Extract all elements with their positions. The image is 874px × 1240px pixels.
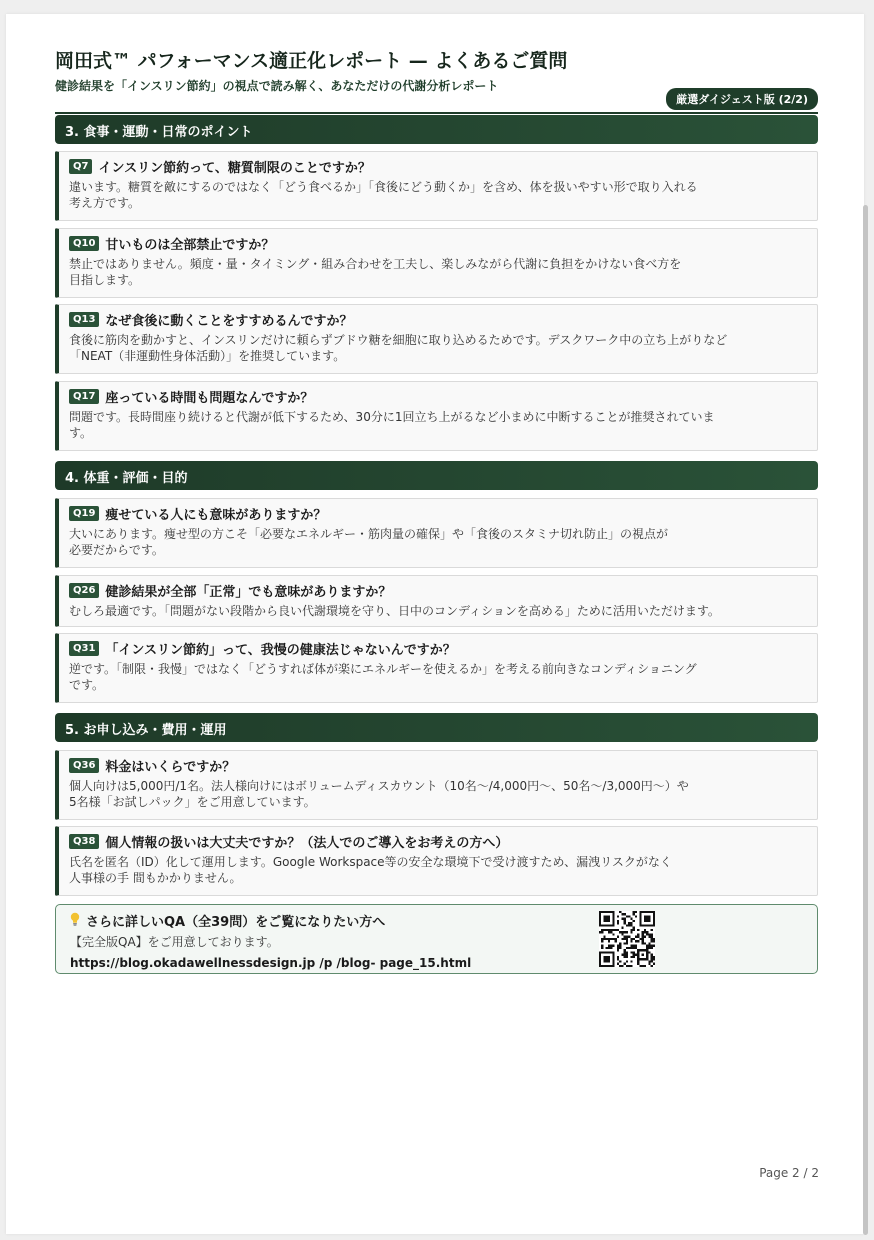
question-text: 甘いものは全部禁止ですか？ <box>105 238 275 253</box>
lightbulb-icon <box>70 912 80 930</box>
answer-text: 食後に筋肉を動かすと、インスリンだけに頼らずブドウ糖を細胞に取り込めるためです。デスクワーク中の立ち上がりなど 「NEAT（非運動性身体活動）」を推奨しています。 <box>69 333 728 363</box>
section-header-5: 5. お申し込み・費用・運用 <box>55 713 818 742</box>
answer-text: むしろ最適です。「問題がない段階から良い代謝環境を守り、日中のコンディションを高める」ために活用いただけます。 <box>69 604 720 618</box>
question-number-badge: Q19 <box>69 506 99 521</box>
page-subtitle: 健診結果を「インスリン節約」の視点で読み解く、あなただけの代謝分析レポート <box>55 79 499 93</box>
question-number-badge: Q26 <box>69 583 99 598</box>
report-header <box>55 46 818 106</box>
section-header-4: 4. 体重・評価・目的 <box>55 461 818 490</box>
question-text: 痩せている人にも意味がありますか？ <box>105 508 327 523</box>
answer-text: 大いにあります。痩せ型の方こそ「必要なエネルギー・筋肉量の確保」や「食後のスタミナ切れ防止」の視点が 必要だからです。 <box>69 527 669 557</box>
answer-text: 違います。糖質を敵にするのではなく「どう食べるか」「食後にどう動くか」を含め、体を扱いやすい形で取り入れる 考え方です。 <box>69 180 698 210</box>
question-number-badge: Q31 <box>69 641 99 656</box>
blog-url-link[interactable]: https://blog.okadawellnessdesign.jp /p /blog- page_15.html <box>70 956 472 970</box>
qa-item-q19 <box>55 498 818 568</box>
qa-item-q7 <box>55 151 818 221</box>
answer-text: 氏名を匿名（ID）化して運用します。Google Workspace等の安全な環境下で受け渡すため、漏洩リスクがなく 人事様の手 間もかかりません。 <box>69 855 672 885</box>
page-title: 岡田式™ パフォーマンス適正化レポート — よくあるご質問 <box>55 50 568 72</box>
qa-item-q17 <box>55 381 818 451</box>
question-text: 「インスリン節約」って、我慢の健康法じゃないんですか？ <box>105 643 456 658</box>
qa-item-q13 <box>55 304 818 374</box>
question-text: 健診結果が全部「正常」でも意味がありますか？ <box>105 585 392 600</box>
section-header-3: 3. 食事・運動・日常のポイント <box>55 115 818 144</box>
question-number-badge: Q38 <box>69 834 99 849</box>
answer-text: 逆です。「制限・我慢」ではなく「どうすれば体が楽にエネルギーを使えるか」を考える前向きなコンディショニング です。 <box>69 662 697 692</box>
qa-item-q10 <box>55 228 818 298</box>
question-number-badge: Q13 <box>69 312 99 327</box>
callout-text: 【完全版QA】をご用意しております。 <box>70 935 279 949</box>
question-number-badge: Q17 <box>69 389 99 404</box>
scrollbar[interactable] <box>863 205 868 1235</box>
full-qa-callout <box>55 904 818 974</box>
question-text: 個人情報の扱いは大丈夫ですか？（法人でのご導入をお考えの方へ） <box>105 836 509 851</box>
answer-text: 個人向けは5,000円/1名。法人様向けにはボリュームディスカウント（10名～/4,000円～、50名～/3,000円～）や 5名様「お試しパック」をご用意しています。 <box>69 779 689 809</box>
header-divider <box>55 112 818 114</box>
qa-item-q26 <box>55 575 818 627</box>
qa-item-q31 <box>55 633 818 703</box>
document-page <box>6 14 864 1234</box>
question-number-badge: Q36 <box>69 758 99 773</box>
question-text: なぜ食後に動くことをすすめるんですか？ <box>105 314 353 329</box>
question-text: インスリン節約って、糖質制限のことですか？ <box>98 161 371 176</box>
answer-text: 問題です。長時間座り続けると代謝が低下するため、30分に1回立ち上がるなど小まめに中断することが推奨されていま す。 <box>69 410 715 440</box>
page-number: Page 2 / 2 <box>759 1166 819 1180</box>
callout-title: さらに詳しいQA（全39問）をご覧になりたい方へ <box>86 915 386 930</box>
question-text: 座っている時間も問題なんですか？ <box>105 391 314 406</box>
question-text: 料金はいくらですか？ <box>105 760 236 775</box>
qa-item-q38 <box>55 826 818 896</box>
answer-text: 禁止ではありません。頻度・量・タイミング・組み合わせを工夫し、楽しみながら代謝に負担をかけない食べ方を 目指します。 <box>69 257 682 287</box>
question-number-badge: Q10 <box>69 236 99 251</box>
question-number-badge: Q7 <box>69 159 92 174</box>
digest-badge: 厳選ダイジェスト版 (2/2) <box>666 88 818 110</box>
qr-code-icon[interactable] <box>599 911 655 967</box>
qa-item-q36 <box>55 750 818 820</box>
